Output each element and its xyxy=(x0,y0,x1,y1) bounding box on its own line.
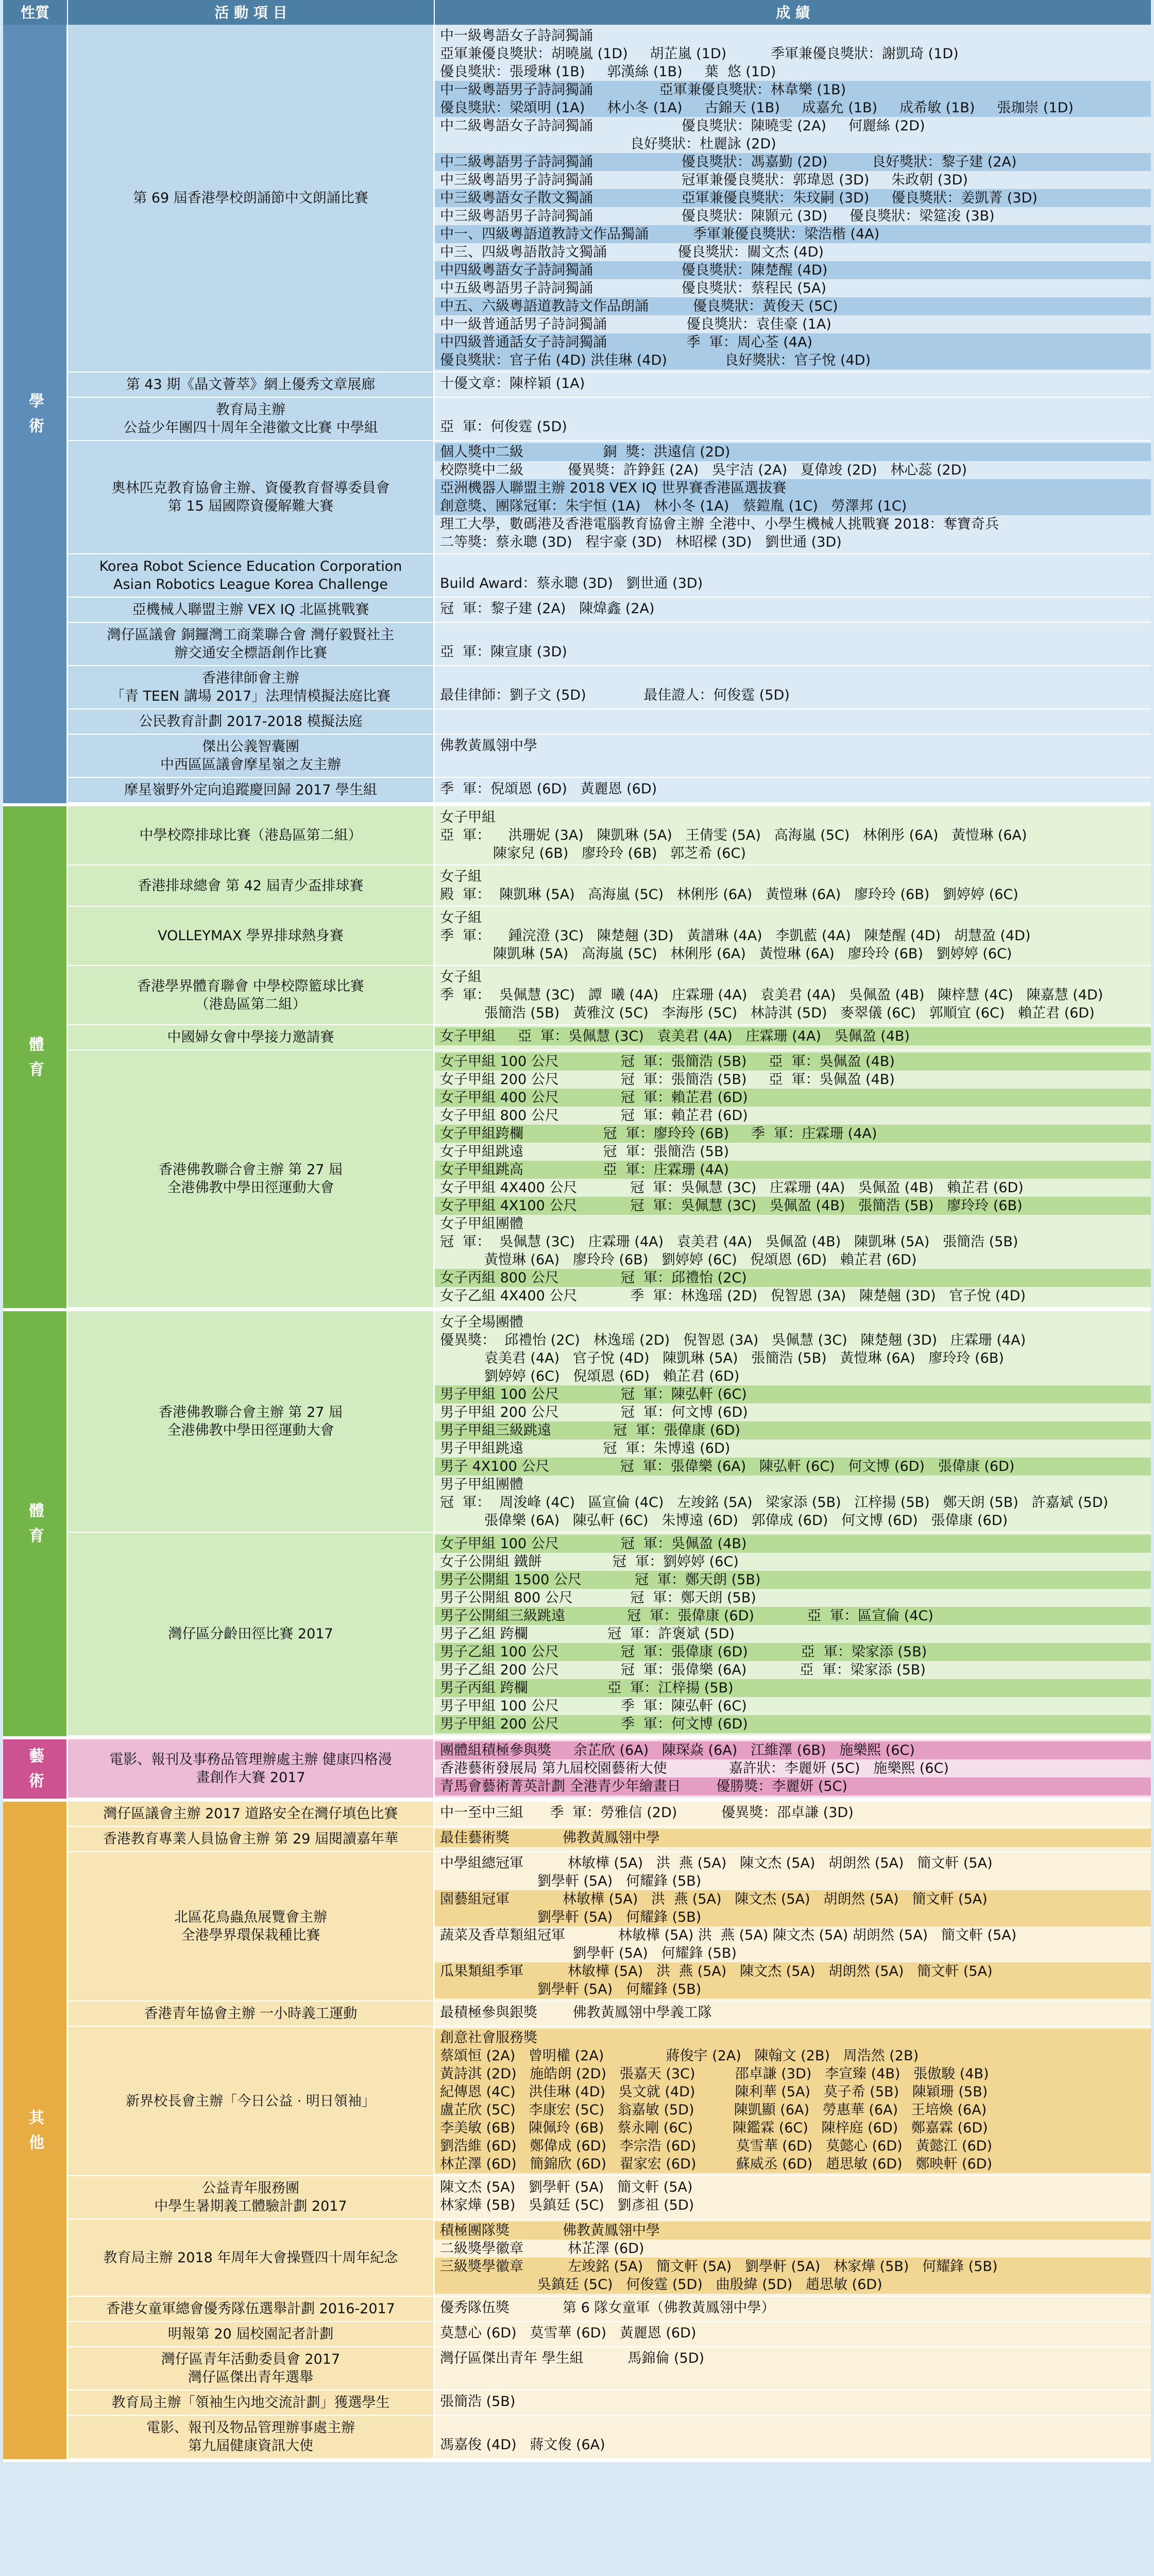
result-line: 季 軍： 鍾浣澄 (3C) 陳楚翹 (3D) 黃譜琳 (4A) 李凱藍 (4A) 陳楚醒 (4D) 胡慧盈 (4D) xyxy=(440,928,1031,944)
result-line: 中五、六級粵語道教詩文作品朗誦 優良獎狀：黃俊天 (5C) xyxy=(435,297,1151,315)
result-line: 李美敏 (6B) 陳佩玲 (6B) 蔡永剛 (6C) 陳鑑霖 (6C) 陳梓庭 (6D) 鄭嘉霖 (6D) xyxy=(435,2119,1151,2137)
result-line: 莫慧心 (6D) 莫雪華 (6D) 黃麗恩 (6D) xyxy=(440,2325,697,2341)
table-header xyxy=(3,0,1151,25)
result-line: 亞洲機器人聯盟主辦 2018 VEX IQ 世界賽香港區選拔賽 xyxy=(435,479,1151,497)
result-cell xyxy=(435,1311,1151,1532)
section-academic xyxy=(3,25,1151,806)
table-row xyxy=(68,441,1151,554)
table-row xyxy=(68,1311,1151,1533)
result-cell xyxy=(435,806,1151,865)
table-row xyxy=(68,1852,1151,2002)
table-row xyxy=(68,2347,1151,2391)
activity-name: 傑出公義智囊團 中西區區議會摩星嶺之友主辦 xyxy=(68,735,435,777)
result-line: 男子乙組 100 公尺 冠 軍：張偉康 (6D) 亞 軍：梁家添 (5B) xyxy=(435,1643,1151,1661)
result-cell xyxy=(435,441,1151,553)
result-cell xyxy=(435,2347,1151,2389)
section-rows xyxy=(68,806,1151,1308)
table-row xyxy=(68,25,1151,372)
result-line: 男子乙組 跨欄 冠 軍：許褒斌 (5D) xyxy=(440,1626,735,1642)
activity-name: 中學校際排球比賽（港島區第二組） xyxy=(68,806,435,865)
result-line: 亞 軍： 洪珊妮 (3A) 陳凱琳 (5A) 王倩雯 (5A) 高海嵐 (5C) 林俐彤 (6A) 黃愷琳 (6A) xyxy=(440,827,1027,843)
table-row xyxy=(68,1739,1151,1799)
result-line: 男子甲組 100 公尺 季 軍：陳弘軒 (6C) xyxy=(440,1698,747,1714)
result-line: 中一、四級粵語道教詩文作品獨誦 季軍兼優良獎狀：梁浩楷 (4A) xyxy=(435,225,1151,243)
category-label: 其 他 xyxy=(3,1802,68,2459)
result-line: 優良獎狀：張璦琳 (1B) 郭漢絲 (1B) 葉 悠 (1D) xyxy=(440,64,776,80)
result-line: 張簡浩 (5B) xyxy=(440,2394,516,2410)
result-line: 盧芷欣 (5C) 李康宏 (5C) 翁嘉敏 (5D) 陳凱顯 (6A) 勞惠華 (6A) 王培煥 (6A) xyxy=(435,2101,1151,2119)
result-line: 中學組總冠軍 林敏樺 (5A) 洪 燕 (5A) 陳文杰 (5A) 胡朗然 (5A) 簡文軒 (5A) xyxy=(440,1855,993,1871)
result-line: 中二級粵語男子詩詞獨誦 優良獎狀：馮嘉勤 (2D) 良好獎狀：黎子建 (2A) xyxy=(435,153,1151,171)
section-other xyxy=(3,1802,1151,2462)
result-cell xyxy=(435,1533,1151,1735)
result-cell xyxy=(435,1852,1151,2001)
result-line: 香港藝術發展局 第九屆校園藝術大使 嘉許狀：李麗妍 (5C) 施樂熙 (6C) xyxy=(440,1760,949,1776)
result-cell xyxy=(435,1050,1151,1307)
table-row xyxy=(68,554,1151,598)
activity-name: VOLLEYMAX 學界排球熱身賽 xyxy=(68,907,435,965)
table-body xyxy=(3,25,1151,2462)
result-line: 優秀隊伍獎 第 6 隊女童軍（佛教黃鳳翎中學） xyxy=(440,2300,775,2316)
result-line: 女子甲組 xyxy=(440,809,496,825)
table-row xyxy=(68,2002,1151,2027)
header-category: 性質 xyxy=(3,0,68,25)
result-line: 亞 軍：陳宣康 (3D) xyxy=(440,644,567,660)
result-line: 陳凱琳 (5A) 高海嵐 (5C) 林俐彤 (6A) 黃愷琳 (6A) 廖玲玲 (6B) 劉婷婷 (6C) xyxy=(440,946,1012,962)
activity-name: 第 69 屆香港學校朗誦節中文朗誦比賽 xyxy=(68,25,435,371)
result-cell xyxy=(435,554,1151,597)
table-row xyxy=(68,966,1151,1025)
result-line: 最佳律師：劉子文 (5D) 最佳證人：何俊霆 (5D) xyxy=(440,687,790,703)
activity-name: 灣仔區分齡田徑比賽 2017 xyxy=(68,1533,435,1735)
activity-name: 香港女童軍總會優秀隊伍選舉計劃 2016-2017 xyxy=(68,2297,435,2321)
result-line: 男子甲組跳遠 冠 軍：朱博遠 (6D) xyxy=(440,1440,731,1456)
result-line: 季 軍： 吳佩慧 (3C) 譚 曦 (4A) 庄霖珊 (4A) 袁美君 (4A) 吳佩盈 (4B) 陳梓慧 (4C) 陳嘉慧 (4D) xyxy=(440,987,1104,1003)
result-line: 中一至中三組 季 軍：勞雅信 (2D) 優異獎：邵卓謙 (3D) xyxy=(440,1805,854,1821)
result-line: 女子甲組 亞 軍：吳佩慧 (3C) 袁美君 (4A) 庄霖珊 (4A) 吳佩盈 (4B) xyxy=(435,1027,1151,1045)
result-line: 良好獎狀：杜麗詠 (2D) xyxy=(440,136,776,152)
result-cell xyxy=(435,735,1151,777)
category-label: 藝 術 xyxy=(3,1739,68,1799)
result-line: 紀傳恩 (4C) 洪佳琳 (4D) 吳文就 (4D) 陳利華 (5A) 莫子希 (5B) 陳穎珊 (5B) xyxy=(435,2083,1151,2101)
result-line xyxy=(440,556,1146,574)
result-line: 優良獎狀：梁頌明 (1A) 林小冬 (1A) 古錦天 (1B) 成嘉允 (1B) 成希敏 (1B) 張珈崇 (1D) xyxy=(435,99,1151,117)
result-line: 劉學軒 (5A) 何耀鋒 (5B) xyxy=(435,1980,1151,1998)
activity-name: 公益青年服務團 中學生暑期義工體驗計劃 2017 xyxy=(68,2176,435,2218)
activity-name: 香港教育專業人員協會主辦 第 29 屆閱讀嘉年華 xyxy=(68,1827,435,1851)
result-line: 中一級粵語女子詩詞獨誦 xyxy=(440,28,593,44)
header-activity: 活 動 項 目 xyxy=(68,0,435,25)
result-cell xyxy=(435,2027,1151,2175)
result-cell xyxy=(435,1802,1151,1826)
result-line: 佛教黃鳳翎中學 xyxy=(440,738,537,754)
section-rows xyxy=(68,1802,1151,2459)
result-cell xyxy=(435,1739,1151,1798)
result-cell xyxy=(435,372,1151,397)
result-line: 女子甲組 4X100 公尺 冠 軍：吳佩慧 (3C) 吳佩盈 (4B) 張簡浩 (5B) 廖玲玲 (6B) xyxy=(435,1197,1151,1215)
section-sports xyxy=(3,1311,1151,1739)
result-cell xyxy=(435,666,1151,708)
result-line: 女子全場團體 xyxy=(440,1314,523,1330)
activity-name: 電影、報刊及物品管理辦事處主辦 第九屆健康資訊大使 xyxy=(68,2416,435,2458)
result-line: 園藝組冠軍 林敏樺 (5A) 洪 燕 (5A) 陳文杰 (5A) 胡朗然 (5A) 簡文軒 (5A) xyxy=(435,1890,1151,1908)
result-cell xyxy=(435,623,1151,665)
table-row xyxy=(68,2219,1151,2297)
result-line: 三級獎學徽章 左竣銘 (5A) 簡文軒 (5A) 劉學軒 (5A) 林家燁 (5B) 何耀鋒 (5B) xyxy=(435,2258,1151,2276)
activity-name: 第 43 期《晶文薈萃》網上優秀文章展廊 xyxy=(68,372,435,397)
result-line: 亞軍兼優良獎狀：胡曉嵐 (1D) 胡芷嵐 (1D) 季軍兼優良獎狀：謝凱琦 (1D) xyxy=(440,46,959,62)
result-line: 劉學軒 (5A) 何耀鋒 (5B) xyxy=(440,1945,737,1961)
activity-name: 灣仔區青年活動委員會 2017 灣仔區傑出青年選舉 xyxy=(68,2347,435,2389)
result-cell xyxy=(435,778,1151,802)
activity-name: Korea Robot Science Education Corporation Asian Robotics League Korea Challenge xyxy=(68,554,435,597)
result-line: Build Award：蔡永聰 (3D) 劉世通 (3D) xyxy=(440,575,703,591)
result-line: 男子甲組 200 公尺 冠 軍：何文博 (6D) xyxy=(440,1404,748,1420)
section-rows xyxy=(68,1311,1151,1736)
table-row xyxy=(68,866,1151,907)
result-cell xyxy=(435,2176,1151,2218)
table-row xyxy=(68,1025,1151,1050)
table-row xyxy=(68,666,1151,709)
result-cell xyxy=(435,2391,1151,2415)
result-cell xyxy=(435,2002,1151,2026)
result-line: 冠 軍： 周浚峰 (4C) 區宣倫 (4C) 左竣銘 (5A) 梁家添 (5B) 江梓揚 (5B) 鄭天朗 (5B) 許嘉斌 (5D) xyxy=(440,1495,1109,1511)
result-line: 男子 4X100 公尺 冠 軍：張偉樂 (6A) 陳弘軒 (6C) 何文博 (6D) 張偉康 (6D) xyxy=(435,1458,1151,1476)
result-line: 季 軍：倪頌恩 (6D) 黃麗恩 (6D) xyxy=(440,781,657,797)
activity-name: 香港佛教聯合會主辦 第 27 屆 全港佛教中學田徑運動大會 xyxy=(68,1050,435,1307)
table-row xyxy=(68,2297,1151,2322)
result-line: 張簡浩 (5B) 黃雅汶 (5C) 李海彤 (5C) 林詩淇 (5D) 麥翠儀 (6C) 郭順宜 (6C) 賴芷君 (6D) xyxy=(440,1005,1095,1021)
result-line: 黃愷琳 (6A) 廖玲玲 (6B) 劉婷婷 (6C) 倪頌恩 (6D) 賴芷君 (6D) xyxy=(440,1252,917,1268)
activity-name: 新界校長會主辦「今日公益 · 明日領袖」 xyxy=(68,2027,435,2175)
result-line: 女子甲組 400 公尺 冠 軍：賴芷君 (6D) xyxy=(435,1089,1151,1107)
result-cell xyxy=(435,709,1151,734)
result-line: 男子甲組 100 公尺 冠 軍：陳弘軒 (6C) xyxy=(435,1385,1151,1403)
result-line: 中三級粵語女子散文獨誦 亞軍兼優良獎狀：朱玟嗣 (3D) 優良獎狀：姜凱菁 (3D) xyxy=(435,189,1151,207)
table-row xyxy=(68,623,1151,666)
result-line xyxy=(440,711,1146,730)
result-line: 中四級粵語女子詩詞獨誦 優良獎狀：陳楚醒 (4D) xyxy=(435,261,1151,279)
header-result: 成 績 xyxy=(776,4,810,21)
table-row xyxy=(68,372,1151,398)
result-line: 男子乙組 200 公尺 冠 軍：張偉樂 (6A) 亞 軍：梁家添 (5B) xyxy=(440,1662,926,1678)
result-line: 創意社會服務獎 xyxy=(435,2029,1151,2047)
result-cell xyxy=(435,598,1151,622)
activity-name: 香港佛教聯合會主辦 第 27 屆 全港佛教中學田徑運動大會 xyxy=(68,1311,435,1532)
result-line: 中三級粵語男子詩詞獨誦 冠軍兼優良獎狀：郭瑋恩 (3D) 朱政朝 (3D) xyxy=(440,172,968,188)
activity-name: 灣仔區議會主辦 2017 道路安全在灣仔填色比賽 xyxy=(68,1802,435,1826)
activity-name: 奧林匹克教育協會主辦、資優教育督導委員會 第 15 屆國際資優解難大賽 xyxy=(68,441,435,553)
section-rows xyxy=(68,1739,1151,1799)
result-line: 中三級粵語男子詩詞獨誦 優良獎狀：陳顥元 (3D) 優良獎狀：梁筵浚 (3B) xyxy=(440,208,995,224)
result-line: 蔬菜及香草類組冠軍 林敏樺 (5A) 洪 燕 (5A) 陳文杰 (5A) 胡朗然 (5A) 簡文軒 (5A) xyxy=(440,1927,1017,1943)
activity-name: 香港律師會主辦 「青 TEEN 講場 2017」法理情模擬法庭比賽 xyxy=(68,666,435,708)
result-cell xyxy=(435,907,1151,965)
result-line: 中四級普通話女子詩詞獨誦 季 軍：周心荃 (4A) xyxy=(435,333,1151,351)
activity-name: 電影、報刊及事務品管理辦處主辦 健康四格漫 畫創作大賽 2017 xyxy=(68,1739,435,1798)
result-line: 中三、四級粵語散詩文獨誦 優良獎狀：關文杰 (4D) xyxy=(440,244,824,260)
activity-name: 香港學界體育聯會 中學校際籃球比賽 （港島區第二組） xyxy=(68,966,435,1024)
result-line: 劉學軒 (5A) 何耀鋒 (5B) xyxy=(440,1873,702,1889)
activity-name: 教育局主辦 公益少年團四十周年全港徽文比賽 中學組 xyxy=(68,398,435,440)
table-row xyxy=(68,709,1151,735)
category-label: 體 育 xyxy=(3,1311,68,1736)
result-line: 女子組 xyxy=(440,910,482,926)
result-line: 最佳藝術獎 佛教黃鳳翎中學 xyxy=(435,1829,1151,1847)
result-line: 男子甲組三級跳遠 冠 軍：張偉康 (6D) xyxy=(435,1421,1151,1439)
result-line: 林家燁 (5B) 吳鎮廷 (5C) 劉彥祖 (5D) xyxy=(440,2197,694,2213)
result-cell xyxy=(435,866,1151,906)
result-line: 中二級粵語女子詩詞獨誦 優良獎狀：陳曉雯 (2A) 何麗絲 (2D) xyxy=(440,118,925,134)
result-line: 女子組 xyxy=(440,969,482,985)
result-line xyxy=(440,625,1146,643)
result-line: 女子甲組跳遠 冠 軍：張簡浩 (5B) xyxy=(440,1144,729,1160)
result-cell xyxy=(435,966,1151,1024)
result-cell xyxy=(435,398,1151,440)
result-line: 陳文杰 (5A) 劉學軒 (5A) 簡文軒 (5A) xyxy=(440,2179,693,2195)
activity-name: 香港排球總會 第 42 屆青少盃排球賽 xyxy=(68,866,435,906)
result-line xyxy=(440,400,1146,418)
result-line: 理工大學，數碼港及香港電腦教育協會主辦 全港中、小學生機械人挑戰賽 2018：奪寶奇兵 xyxy=(440,516,999,532)
activity-name: 摩星嶺野外定向追蹤慶回歸 2017 學生組 xyxy=(68,778,435,802)
result-line: 女子甲組 100 公尺 冠 軍：張簡浩 (5B) 亞 軍：吳佩盈 (4B) xyxy=(435,1053,1151,1071)
section-sports xyxy=(3,806,1151,1311)
table-row xyxy=(68,735,1151,778)
result-line: 張偉樂 (6A) 陳弘軒 (6C) 朱博遠 (6D) 郭偉成 (6D) 何文博 (6D) 張偉康 (6D) xyxy=(440,1513,1008,1529)
activity-name: 中國婦女會中學接力邀請賽 xyxy=(68,1025,435,1049)
table-row xyxy=(68,1802,1151,1827)
result-line: 二等獎：蔡永聰 (3D) 程宇豪 (3D) 林昭樑 (3D) 劉世通 (3D) xyxy=(440,534,842,550)
result-line xyxy=(440,668,1146,686)
result-line: 女子公開組 鐵餅 冠 軍：劉婷婷 (6C) xyxy=(440,1554,739,1570)
result-line: 最積極參與銀獎 佛教黃鳳翎中學義工隊 xyxy=(440,2005,712,2021)
activity-name: 教育局主辦 2018 年周年大會操暨四十周年紀念 xyxy=(68,2219,435,2296)
result-cell xyxy=(435,1827,1151,1851)
activity-name: 公民教育計劃 2017-2018 模擬法庭 xyxy=(68,709,435,734)
result-line: 女子乙組 4X400 公尺 季 軍：林逸瑶 (2D) 倪智恩 (3A) 陳楚翹 (3D) 官子悅 (4D) xyxy=(440,1288,1026,1304)
result-line: 中一級粵語男子詩詞獨誦 亞軍兼優良獎狀：林韋樂 (1B) xyxy=(435,81,1151,99)
result-line: 女子甲組 800 公尺 冠 軍：賴芷君 (6D) xyxy=(440,1108,748,1124)
result-line: 女子甲組 4X400 公尺 冠 軍：吳佩慧 (3C) 庄霖珊 (4A) 吳佩盈 (4B) 賴芷君 (6D) xyxy=(440,1180,1024,1196)
result-line: 林芷澤 (6D) 簡錦欣 (6D) 翟家宏 (6D) 蘇威丞 (6D) 趙思敏 (6D) 鄭映軒 (6D) xyxy=(435,2155,1151,2173)
result-line: 殿 軍： 陳凱琳 (5A) 高海嵐 (5C) 林俐彤 (6A) 黃愷琳 (6A) 廖玲玲 (6B) 劉婷婷 (6C) xyxy=(440,887,1019,903)
table-row xyxy=(68,1827,1151,1852)
result-line: 校際獎中二級 優異獎：許錚鈺 (2A) 吳宇洁 (2A) 夏偉竣 (2D) 林心蕊 (2D) xyxy=(440,462,967,478)
result-line: 劉浩維 (6D) 鄭偉成 (6D) 李宗浩 (6D) 莫雪華 (6D) 莫懿心 (6D) 黃懿江 (6D) xyxy=(435,2137,1151,2155)
result-line: 女子組 xyxy=(440,869,482,885)
result-line xyxy=(440,2418,1146,2436)
result-line: 優良獎狀：官子佑 (4D) 洪佳琳 (4D) 良好獎狀：官子悅 (4D) xyxy=(435,351,1151,369)
result-line: 二級獎學徽章 林芷澤 (6D) xyxy=(440,2241,644,2257)
result-line: 男子公開組三級跳遠 冠 軍：張偉康 (6D) 亞 軍：區宣倫 (4C) xyxy=(435,1607,1151,1625)
result-line: 男子甲組 200 公尺 季 軍：何文博 (6D) xyxy=(435,1715,1151,1733)
table-row xyxy=(68,1050,1151,1308)
result-line: 袁美君 (4A) 官子悅 (4D) 陳凱琳 (5A) 張簡浩 (5B) 黃愷琳 (6A) 廖玲玲 (6B) xyxy=(440,1350,1004,1366)
result-line: 灣仔區傑出青年 學生組 馬錦倫 (5D) xyxy=(440,2350,705,2366)
table-row xyxy=(68,2027,1151,2176)
result-line: 黃詩淇 (2D) 施皓朗 (2D) 張嘉天 (3C) 邵卓謙 (3D) 李宣臻 (4B) 張傲駿 (4B) xyxy=(435,2065,1151,2083)
result-line: 亞 軍：何俊霆 (5D) xyxy=(440,419,567,435)
section-arts xyxy=(3,1739,1151,1802)
result-line: 冠 軍： 吳佩慧 (3C) 庄霖珊 (4A) 袁美君 (4A) 吳佩盈 (4B) 陳凱琳 (5A) 張簡浩 (5B) xyxy=(440,1234,1019,1250)
activity-name: 亞機械人聯盟主辦 VEX IQ 北區挑戰賽 xyxy=(68,598,435,622)
category-label: 體 育 xyxy=(3,806,68,1308)
activity-name: 北區花鳥蟲魚展覽會主辦 全港學界環保栽種比賽 xyxy=(68,1852,435,2001)
result-line: 馮嘉俊 (4D) 蔣文俊 (6A) xyxy=(440,2437,605,2453)
result-line: 蔡頌恒 (2A) 曾明權 (2A) 蔣俊宇 (2A) 陳翰文 (2B) 周浩然 (2B) xyxy=(435,2047,1151,2065)
activity-name: 教育局主辦「領袖生內地交流計劃」獲選學生 xyxy=(68,2391,435,2415)
result-line: 瓜果類組季軍 林敏樺 (5A) 洪 燕 (5A) 陳文杰 (5A) 胡朗然 (5A) 簡文軒 (5A) xyxy=(435,1962,1151,1980)
table-row xyxy=(68,398,1151,441)
table-row xyxy=(68,778,1151,803)
result-line: 青馬會藝術菁英計劃 全港青少年繪畫日 優勝獎：李麗妍 (5C) xyxy=(435,1777,1151,1795)
result-line: 冠 軍：黎子建 (2A) 陳煒鑫 (2A) xyxy=(440,601,655,617)
section-rows xyxy=(68,25,1151,803)
activity-name: 香港青年協會主辦 一小時義工運動 xyxy=(68,2002,435,2026)
result-line: 劉婷婷 (6C) 倪頌恩 (6D) 賴芷君 (6D) xyxy=(440,1368,740,1384)
table-row xyxy=(68,2416,1151,2459)
table-row xyxy=(68,598,1151,623)
result-line: 創意獎、團隊冠軍：朱宇恒 (1A) 林小冬 (1A) 蔡鎧胤 (1C) 勞澤邦 (1C) xyxy=(435,497,1151,515)
result-line: 女子甲組跳高 亞 軍：庄霖珊 (4A) xyxy=(435,1161,1151,1179)
result-cell xyxy=(435,25,1151,371)
result-line: 女子甲組 200 公尺 冠 軍：張簡浩 (5B) 亞 軍：吳佩盈 (4B) xyxy=(440,1072,895,1088)
result-line: 女子甲組團體 xyxy=(440,1216,523,1232)
result-line: 吳鎮廷 (5C) 何俊霆 (5D) 曲殷緯 (5D) 趙思敏 (6D) xyxy=(435,2276,1151,2294)
result-line: 女子丙組 800 公尺 冠 軍：邱禮怡 (2C) xyxy=(435,1269,1151,1287)
result-line: 優異獎： 邱禮怡 (2C) 林逸瑶 (2D) 倪智恩 (3A) 吳佩慧 (3C) 陳楚翹 (3D) 庄霖珊 (4A) xyxy=(440,1332,1026,1348)
table-row xyxy=(68,2391,1151,2416)
result-line: 十優文章：陳梓穎 (1A) xyxy=(440,376,585,392)
result-line: 中五級粵語男子詩詞獨誦 優良獎狀：蔡程民 (5A) xyxy=(440,280,826,296)
table-row xyxy=(68,2322,1151,2347)
result-line: 女子甲組跨欄 冠 軍：廖玲玲 (6B) 季 軍：庄霖珊 (4A) xyxy=(435,1125,1151,1143)
result-line: 劉學軒 (5A) 何耀鋒 (5B) xyxy=(435,1908,1151,1926)
table-row xyxy=(68,806,1151,866)
table-row xyxy=(68,1533,1151,1736)
result-line: 男子公開組 800 公尺 冠 軍：鄭天朗 (5B) xyxy=(440,1590,756,1606)
result-line: 男子公開組 1500 公尺 冠 軍：鄭天朗 (5B) xyxy=(435,1571,1151,1589)
result-cell xyxy=(435,1025,1151,1049)
result-line: 男子丙組 跨欄 亞 軍：江梓揚 (5B) xyxy=(435,1679,1151,1697)
result-line: 團體組積極參與獎 余芷欣 (6A) 陳琛焱 (6A) 江維澤 (6B) 施樂熙 (6C) xyxy=(435,1741,1151,1759)
category-label: 學 術 xyxy=(3,25,68,803)
activity-name: 灣仔區議會 銅鑼灣工商業聯合會 灣仔毅賢社主 辦交通安全標語創作比賽 xyxy=(68,623,435,665)
result-line: 積極團隊獎 佛教黃鳳翎中學 xyxy=(435,2222,1151,2240)
result-line: 個人獎中二級 銅 獎：洪遠信 (2D) xyxy=(435,443,1151,461)
result-line: 陳家兒 (6B) 廖玲玲 (6B) 郭芝希 (6C) xyxy=(440,845,746,861)
table-row xyxy=(68,907,1151,966)
result-cell xyxy=(435,2219,1151,2296)
table-row xyxy=(68,2176,1151,2219)
result-cell xyxy=(435,2297,1151,2321)
activity-name: 明報第 20 屆校園記者計劃 xyxy=(68,2322,435,2346)
result-cell xyxy=(435,2322,1151,2346)
result-cell xyxy=(435,2416,1151,2458)
result-line: 女子甲組 100 公尺 冠 軍：吳佩盈 (4B) xyxy=(435,1535,1151,1553)
result-line: 中一級普通話男子詩詞獨誦 優良獎狀：袁佳豪 (1A) xyxy=(440,316,831,332)
result-line: 男子甲組團體 xyxy=(440,1477,523,1493)
